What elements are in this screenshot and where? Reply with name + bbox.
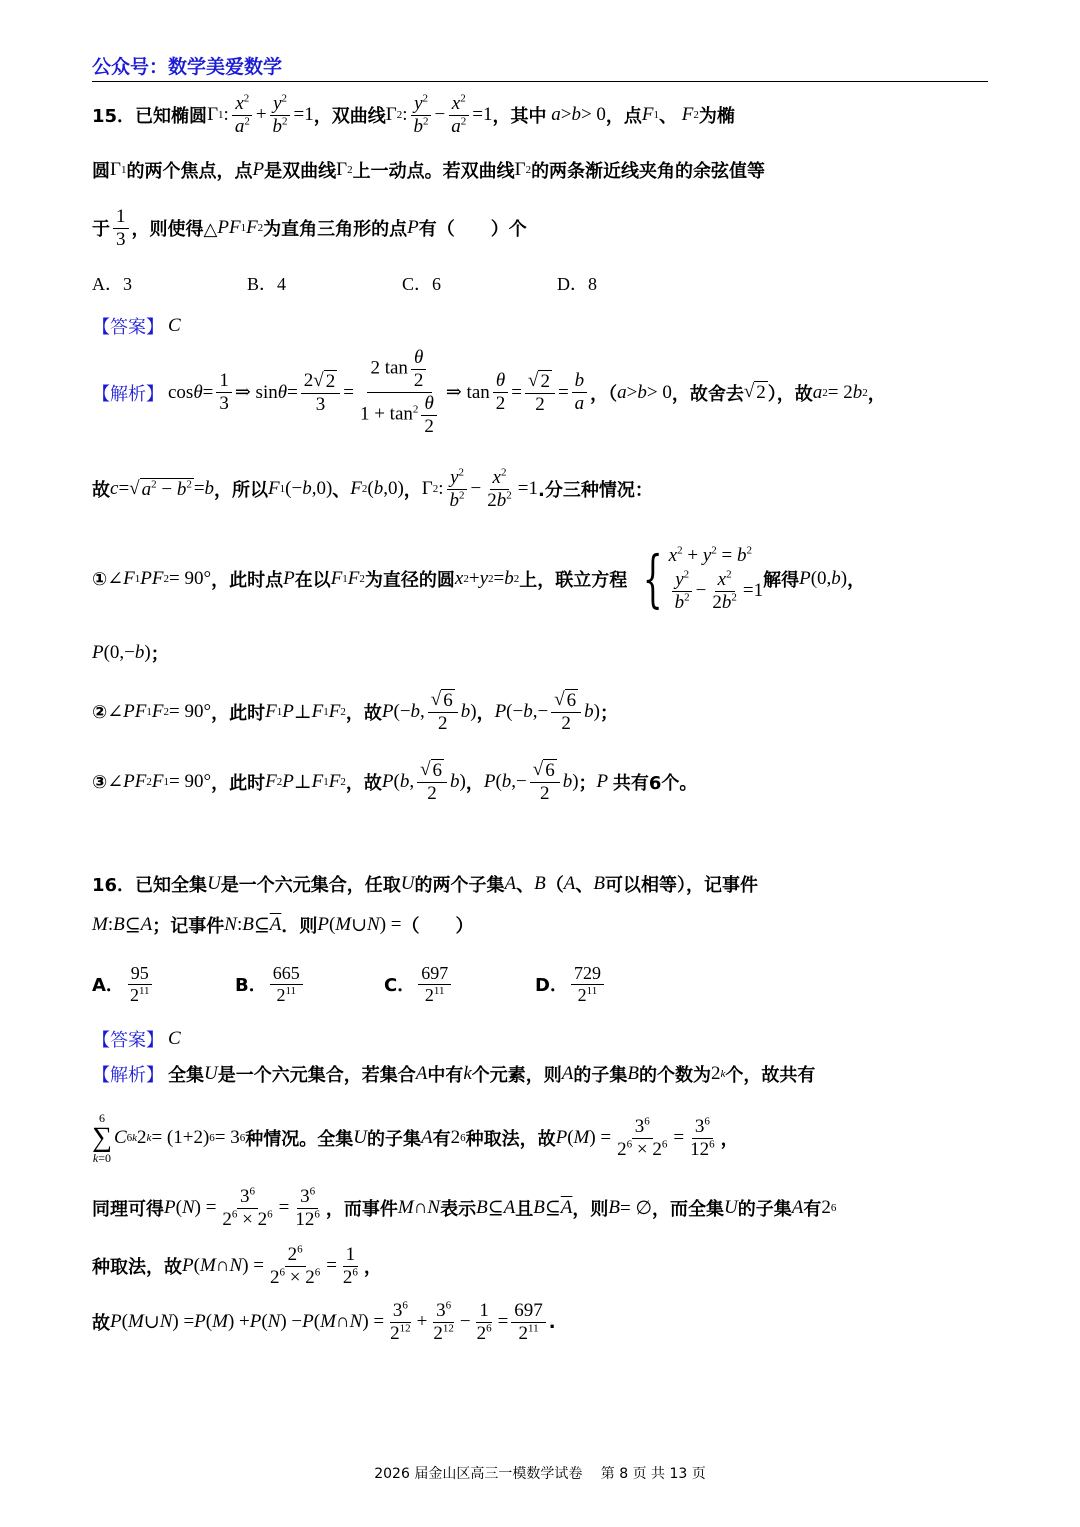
analysis-tag: 【解析】 <box>92 1065 164 1086</box>
q16-solution-line2: 6 ∑ k=0 C 6 k 2 k = (1+2) 6 = 3 6 种情况。全集 U 的子集 A 有 2 6 种取法，故 P ( M ) = $\frac{3^6}{2^6 \times 2^6}$ = $\frac{3^6}{12^6}$ ， <box>92 1111 739 1165</box>
q15-line2: 圆 Γ 1 的两个焦点，点 P 是双曲线 Γ 2 上一动点。若双曲线 Γ 2 的两条渐近线夹角的余弦值等 <box>92 159 766 182</box>
q15-line1: 15． 已知椭圆 Γ 1 : $\frac{x^2}{a^2}$ + $\frac{y^2}{b^2}$ =1 ，双曲线 Γ 2 : $\frac{y^2}{b^2}$ − $\frac{x^2}{a^2}$ =1 ，其中 a > b > 0 ，点 F 1 、 F 2 为椭 <box>92 92 735 137</box>
q15-case2: ② ∠ PF 1 F 2 = 90° ，此时 F 1 P ⊥ F 1 F 2 ，故 P (− b , √ 6 2 b ) ， P (− b ,− √ 6 2 b ) ； <box>92 689 618 734</box>
q15-option-c: C．6 <box>402 274 442 294</box>
q15-options <box>92 270 992 296</box>
q15-case1-cont: P (0,− b ) ； <box>92 642 169 665</box>
q15-option-b: B．4 <box>247 274 287 294</box>
q15-solution-line2: 故 c = √ $a^2 - b^2$ = b ，所以 F 1 (− b ,0) 、 F 2 ( b ,0) ， Γ 2 : $\frac{y^2}{b^2}$ − $\frac{x^2}{2b^2}$ =1 .分三种情况： <box>92 466 653 511</box>
header-rule <box>92 81 988 82</box>
q16-solution-line4: 种取法，故 P ( M ∩ N ) = $\frac{2^6}{2^6 \times 2^6}$ = $\frac{1}{2^6}$ ， <box>92 1243 382 1288</box>
q16-options <box>92 958 992 1010</box>
q15-answer: 【答案】 C <box>92 315 181 338</box>
q16-option-c: C． $\frac{697}{2^{11}}$ <box>384 958 454 1010</box>
q15-solution-line1: 【解析】 cos θ = $\frac{1}{3}$ ⇒ sin θ = 2√ 2 3 = 2 tan $\frac{\theta}{2}$ $1 + \tan^2$ $\frac{\theta}{2}$ ⇒ tan $\frac{\theta}{2}$ = √ 2 2 = $\frac{b}{a}$ ，（ a > b > 0 ，故舍去 √ 2 ），故 a 2 = 2 b 2 ， <box>92 347 886 437</box>
q15-case3: ③ ∠ PF 2 F 1 = 90° ，此时 F 2 P ⊥ F 1 F 2 ，故 P ( b , √ 6 2 b ) ， P ( b ,− √ 6 2 b ) ； P 共有6个。 <box>92 759 698 804</box>
q16-solution-line1: 【解析】 全集 U 是一个六元集合，若集合 A 中有 k 个元素，则 A 的子集 B 的个数为 2 k 个，故共有 <box>92 1063 816 1086</box>
q15-option-a: A．3 <box>92 274 132 294</box>
q16-answer: 【答案】 C <box>92 1028 181 1051</box>
q16-option-b: B． $\frac{665}{2^{11}}$ <box>235 958 306 1010</box>
q15-option-d: D．8 <box>557 274 597 294</box>
q16-line1: 16． 已知全集 U 是一个六元集合，任取 U 的两个子集 A 、 B （ A 、 B 可以相等），记事件 <box>92 873 758 896</box>
analysis-tag: 【解析】 <box>92 383 164 405</box>
page-footer: 2026 届金山区高三一模数学试卷 第 8 页 共 13 页 <box>374 1466 706 1482</box>
q16-option-d: D． $\frac{729}{2^{11}}$ <box>535 958 607 1010</box>
q15-case1: ① ∠ F 1 PF 2 = 90° ，此时点 P 在以 F 1 F 2 为直径的圆 x 2 + y 2 = b 2 上，联立方程 { $x^2 + y^2 = b^2$ $\frac{y^2}{b^2}$ − $\frac{x^2}{2b^2}$ =1 解得 P (0, b ) ， <box>92 542 866 615</box>
q16-solution-line3: 同理可得 P ( N ) = $\frac{3^6}{2^6 \times 2^6}$ = $\frac{3^6}{12^6}$ ，而事件 M ∩ N 表示 B ⊆ A 且 B ⊆ $\overline{A}$ ，则 B = ∅ ，而全集 U 的子集 A 有 2 6 <box>92 1185 837 1230</box>
q16-option-a: A． $\frac{95}{2^{11}}$ <box>92 958 156 1010</box>
q16-solution-line5: 故 P ( M ∪ N ) = P ( M ) + P ( N ) − P ( M ∩ N ) = $\frac{3^6}{2^{12}}$ + $\frac{3^6}{2^{12}}$ − $\frac{1}{2^6}$ = $\frac{697}{2^{11}}$ . <box>92 1299 556 1344</box>
q15-line3: 于 $\frac{1}{3}$ ，则使得△ PF 1 F 2 为直角三角形的点 P 有（ ）个 <box>92 205 527 250</box>
answer-tag: 【答案】 <box>92 317 164 338</box>
header-source: 公众号：数学美爱数学 <box>92 56 283 78</box>
q16-line2: M : B ⊆ A ；记事件 N : B ⊆ $\overline{A}$ ．则 P ( M ∪ N ) = （ ） <box>92 914 474 937</box>
answer-tag: 【答案】 <box>92 1030 164 1051</box>
